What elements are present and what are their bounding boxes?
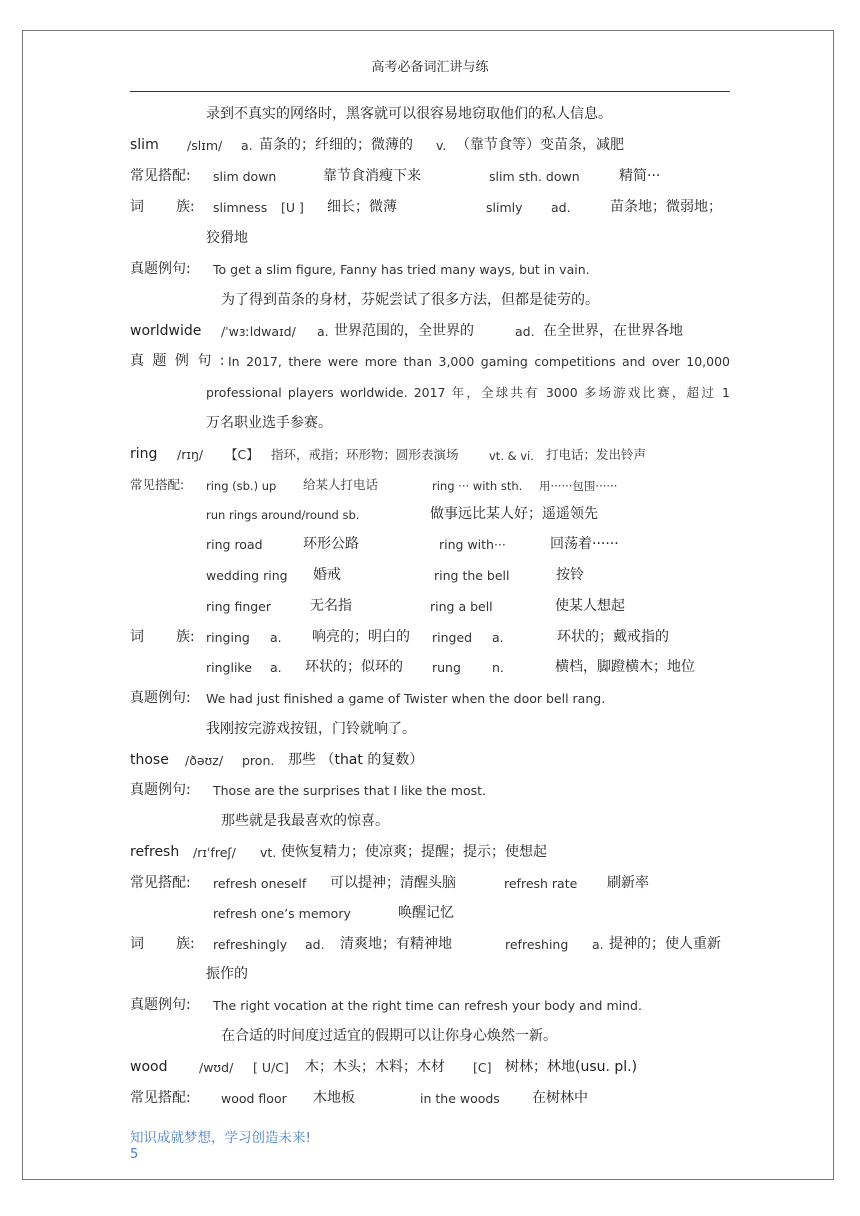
example-en: We had just finished a game of Twister when the door bell rang. — [206, 691, 606, 706]
part-of-speech: 【C】 — [225, 447, 259, 462]
definition: 世界范围的，全世界的 — [334, 323, 474, 339]
part-of-speech: a. — [492, 630, 504, 645]
example-label: 真 题 例 句 : — [130, 353, 227, 369]
family-word: ringing — [206, 630, 250, 645]
part-of-speech: vt. & vi. — [489, 449, 534, 463]
collocation-zh: 唤醒记忆 — [398, 905, 454, 921]
definition: 在全世界，在世界各地 — [543, 323, 683, 339]
collocation-zh: 可以提神；清醒头脑 — [330, 875, 456, 891]
example-zh: 那些就是我最喜欢的惊喜。 — [221, 813, 389, 829]
page-number: 5 — [130, 1147, 139, 1162]
collocation-zh: 按铃 — [556, 567, 584, 583]
collocation-zh: 木地板 — [313, 1090, 355, 1106]
family-label-a: 词 — [130, 936, 144, 952]
example-label: 真题例句: — [130, 261, 191, 277]
family-label-b: 族: — [176, 629, 195, 645]
part-of-speech: [C] — [473, 1060, 492, 1075]
collocation-en: ring ··· with sth. — [432, 479, 523, 493]
family-def: 环状的；似环的 — [305, 659, 403, 675]
collocation-label: 常见搭配: — [130, 1090, 191, 1106]
collocation-en: slim down — [213, 169, 277, 184]
collocation-zh: 回荡着······ — [550, 536, 619, 552]
headword-wood: wood — [130, 1059, 168, 1075]
part-of-speech: a. — [241, 138, 253, 153]
family-def-continued: 狡猾地 — [206, 230, 248, 246]
part-of-speech: ad. — [515, 324, 535, 339]
headword-slim: slim — [130, 137, 159, 153]
definition: 树林；林地(usu. pl.) — [505, 1059, 638, 1075]
collocation-en: slim sth. down — [489, 169, 580, 184]
example-en: Those are the surprises that I like the most. — [213, 783, 486, 798]
definition: 那些 （that 的复数） — [288, 752, 424, 768]
family-def: 清爽地；有精神地 — [340, 936, 452, 952]
collocation-zh: 无名指 — [310, 598, 352, 614]
part-of-speech: v. — [436, 138, 447, 153]
family-def: 环状的；戴戒指的 — [557, 629, 669, 645]
header-rule — [130, 91, 730, 92]
collocation-label: 常见搭配: — [130, 477, 185, 492]
definition: 指环，戒指；环形物；圆形表演场 — [271, 447, 459, 462]
part-of-speech: vt. — [260, 845, 277, 860]
headword-worldwide: worldwide — [130, 323, 202, 339]
example-en: To get a slim figure, Fanny has tried many ways, but in vain. — [213, 262, 590, 277]
collocation-en: ring finger — [206, 599, 272, 614]
part-of-speech: [ U/C] — [253, 1060, 289, 1075]
example-label: 真题例句: — [130, 782, 191, 798]
family-def: 横档，脚蹬横木；地位 — [555, 659, 695, 675]
part-of-speech: a. — [270, 630, 282, 645]
phonetic: /wʊd/ — [199, 1060, 234, 1075]
family-def: 细长；微薄 — [327, 199, 397, 215]
part-of-speech: ad. — [305, 937, 325, 952]
collocation-zh: 精简··· — [619, 168, 661, 184]
family-word: rung — [432, 660, 461, 675]
example-zh: 在合适的时间度过适宜的假期可以让你身心焕然一新。 — [221, 1028, 557, 1044]
example-zh: 我刚按完游戏按钮，门铃就响了。 — [206, 721, 416, 737]
collocation-en: wood floor — [221, 1091, 287, 1106]
definition: 苗条的；纤细的；微薄的 — [259, 137, 413, 153]
collocation-en: refresh rate — [504, 876, 578, 891]
definition: 木；木头；木料；木材 — [305, 1059, 445, 1075]
family-label-b: 族: — [176, 199, 195, 215]
footer-slogan: 知识成就梦想，学习创造未来! — [130, 1130, 311, 1146]
phonetic: /rɪˈfreʃ/ — [193, 845, 236, 860]
definition: 打电话；发出铃声 — [546, 447, 647, 462]
phonetic: /slɪm/ — [187, 138, 223, 153]
collocation-en: run rings around/round sb. — [206, 508, 360, 522]
collocation-zh: 给某人打电话 — [303, 477, 379, 492]
family-word: ringlike — [206, 660, 252, 675]
collocation-zh: 使某人想起 — [555, 598, 625, 614]
collocation-zh: 靠节食消瘦下来 — [323, 168, 421, 184]
collocation-en: in the woods — [420, 1091, 500, 1106]
family-def: 提神的；使人重新 — [609, 936, 721, 952]
part-of-speech: a. — [270, 660, 282, 675]
part-of-speech: pron. — [242, 753, 275, 768]
example-label: 真题例句: — [130, 997, 191, 1013]
example-zh: 为了得到苗条的身材，芬妮尝试了很多方法，但都是徒劳的。 — [221, 292, 599, 308]
family-word: slimness — [213, 200, 268, 215]
collocation-en: ring road — [206, 537, 263, 552]
family-word: slimly — [486, 200, 523, 215]
family-label-b: 族: — [176, 936, 195, 952]
collocation-zh: 婚戒 — [313, 567, 341, 583]
family-label-a: 词 — [130, 199, 144, 215]
example-label: 真题例句: — [130, 690, 191, 706]
part-of-speech: ad. — [551, 200, 571, 215]
part-of-speech: n. — [492, 660, 504, 675]
example-en: The right vocation at the right time can refresh your body and mind. — [213, 998, 642, 1013]
phonetic: /rɪŋ/ — [177, 447, 204, 462]
family-word: ringed — [432, 630, 473, 645]
definition: 使恢复精力；使凉爽；提醒；提示；使想起 — [281, 844, 547, 860]
page-header-title: 高考必备词汇讲与练 — [371, 60, 489, 75]
family-word: refreshingly — [213, 937, 288, 952]
collocation-zh: 做事远比某人好；遥遥领先 — [430, 506, 598, 522]
part-of-speech: [U ] — [281, 200, 304, 215]
collocation-label: 常见搭配: — [130, 875, 191, 891]
example-en-line2: professional players worldwide. 2017 年，全球共有 3000 多场游戏比赛，超过 1 — [206, 385, 730, 400]
continued-sentence: 录到不真实的网络时，黑客就可以很容易地窃取他们的私人信息。 — [206, 106, 612, 122]
phonetic: /ˈwɜːldwaɪd/ — [221, 324, 296, 339]
example-en-line1: In 2017, there were more than 3,000 gaming competitions and over 10,000 — [228, 354, 730, 369]
definition: （靠节食等）变苗条，减肥 — [456, 137, 624, 153]
phonetic: /ðəʊz/ — [185, 753, 224, 768]
collocation-en: refresh oneself — [213, 876, 307, 891]
headword-refresh: refresh — [130, 844, 180, 860]
headword-ring: ring — [130, 446, 158, 462]
family-word: refreshing — [505, 937, 569, 952]
collocation-en: ring a bell — [430, 599, 493, 614]
collocation-en: wedding ring — [206, 568, 288, 583]
collocation-en: refresh one’s memory — [213, 906, 351, 921]
collocation-en: ring (sb.) up — [206, 479, 277, 493]
family-label-a: 词 — [130, 629, 144, 645]
example-zh-line3: 万名职业选手参赛。 — [206, 415, 332, 431]
headword-those: those — [130, 752, 169, 768]
part-of-speech: a. — [592, 937, 604, 952]
family-def: 苗条地；微弱地； — [610, 199, 722, 215]
collocation-zh: 环形公路 — [303, 536, 359, 552]
family-def: 响亮的；明白的 — [312, 629, 410, 645]
part-of-speech: a. — [317, 324, 329, 339]
collocation-zh: 用······包围······ — [539, 479, 618, 493]
family-def-continued: 振作的 — [206, 966, 248, 982]
collocation-zh: 刷新率 — [607, 875, 649, 891]
collocation-label: 常见搭配: — [130, 168, 191, 184]
collocation-en: ring the bell — [434, 568, 510, 583]
collocation-zh: 在树林中 — [532, 1090, 588, 1106]
collocation-en: ring with··· — [439, 537, 506, 552]
